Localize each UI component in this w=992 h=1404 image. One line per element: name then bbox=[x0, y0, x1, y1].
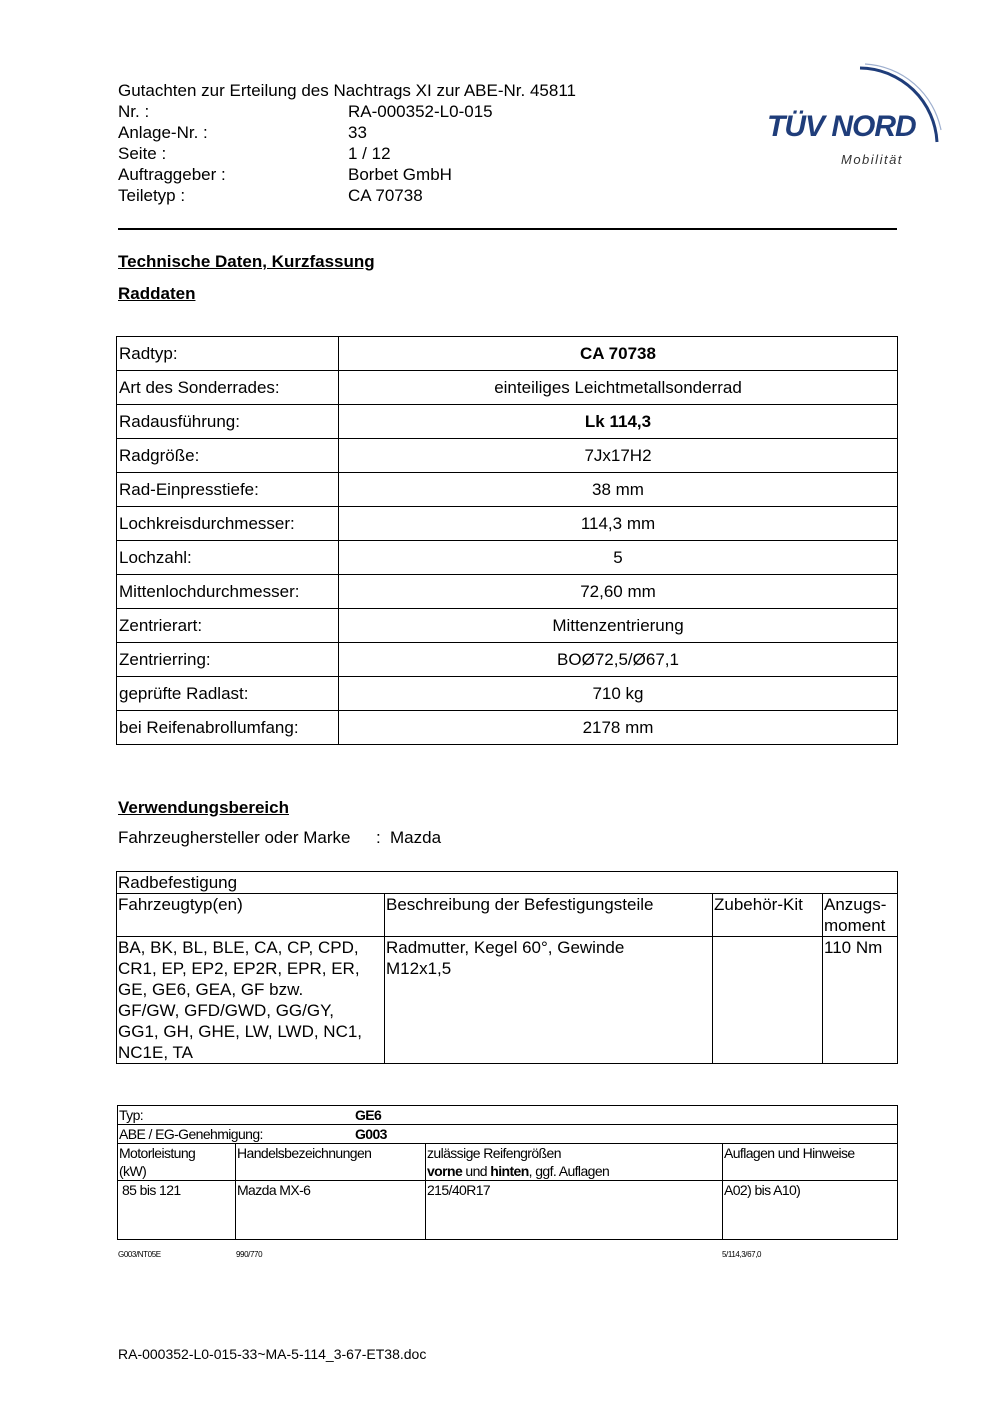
raddaten-row bbox=[117, 371, 898, 405]
raddaten-label: Radtyp: bbox=[117, 337, 339, 371]
section-subtitle: Raddaten bbox=[118, 284, 196, 303]
cell-line: GG1, GH, GHE, LW, LWD, NC1, bbox=[118, 1022, 363, 1041]
raddaten-row bbox=[117, 507, 898, 541]
raddaten-row bbox=[117, 439, 898, 473]
torque-cell: 110 Nm bbox=[823, 937, 898, 1064]
header-motorleistung-line: Motorleistung bbox=[119, 1145, 196, 1161]
auflagen-text: , ggf. Auflagen bbox=[528, 1163, 610, 1179]
raddaten-value: 114,3 mm bbox=[339, 507, 898, 541]
accessory-kit-cell bbox=[713, 937, 823, 1064]
cell-line: CR1, EP, EP2, EP2R, EPR, ER, bbox=[118, 959, 360, 978]
cell-line: GE, GE6, GEA, GF bzw. bbox=[118, 980, 304, 999]
abe-value: G003 bbox=[355, 1126, 387, 1142]
raddaten-label: Mittenlochdurchmesser: bbox=[117, 575, 339, 609]
header-field-row bbox=[118, 122, 576, 143]
raddaten-value: 38 mm bbox=[339, 473, 898, 507]
header-field-row bbox=[118, 143, 576, 164]
hinten-text: hinten bbox=[490, 1163, 529, 1179]
header-field-label: Auftraggeber : bbox=[118, 165, 226, 184]
raddaten-label: Rad-Einpresstiefe: bbox=[117, 473, 339, 507]
document-header bbox=[118, 80, 576, 206]
und-text: und bbox=[462, 1163, 491, 1179]
raddaten-label: Art des Sonderrades: bbox=[117, 371, 339, 405]
header-field-row bbox=[118, 185, 576, 206]
raddaten-value: 7Jx17H2 bbox=[339, 439, 898, 473]
manufacturer-label: Fahrzeughersteller oder Marke bbox=[118, 828, 351, 847]
header-reifengroessen-line2 bbox=[427, 1162, 721, 1180]
code-g003: G003/NT05E bbox=[118, 1250, 161, 1259]
raddaten-label: geprüfte Radlast: bbox=[117, 677, 339, 711]
header-field-label: Teiletyp : bbox=[118, 186, 186, 205]
header-anzugsmoment-line: moment bbox=[824, 916, 886, 935]
header-field-value: RA-000352-L0-015 bbox=[348, 102, 493, 121]
header-fields bbox=[118, 101, 576, 206]
footer-filename: RA-000352-L0-015-33~MA-5-114_3-67-ET38.doc bbox=[118, 1346, 427, 1362]
header-field-row bbox=[118, 164, 576, 185]
raddaten-value: Lk 114,3 bbox=[339, 405, 898, 439]
raddaten-label: Radausführung: bbox=[117, 405, 339, 439]
cell-line: M12x1,5 bbox=[386, 959, 452, 978]
raddaten-label: Radgröße: bbox=[117, 439, 339, 473]
section-title: Technische Daten, Kurzfassung bbox=[118, 252, 375, 271]
raddaten-label: bei Reifenabrollumfang: bbox=[117, 711, 339, 745]
raddaten-label: Lochkreisdurchmesser: bbox=[117, 507, 339, 541]
header-motorleistung bbox=[118, 1144, 236, 1181]
notes-cell: A02) bis A10) bbox=[723, 1181, 898, 1240]
header-field-label: Anlage-Nr. : bbox=[118, 123, 208, 142]
raddaten-value: einteiliges Leichtmetallsonderrad bbox=[339, 371, 898, 405]
cell-line: GF/GW, GFD/GWD, GG/GY, bbox=[118, 1001, 334, 1020]
header-handelsbezeichnungen: Handelsbezeichnungen bbox=[236, 1144, 426, 1181]
raddaten-row bbox=[117, 643, 898, 677]
header-field-value: Borbet GmbH bbox=[348, 165, 452, 184]
raddaten-label: Zentrierring: bbox=[117, 643, 339, 677]
raddaten-row bbox=[117, 677, 898, 711]
radbefestigung-caption: Radbefestigung bbox=[117, 872, 898, 894]
header-anzugsmoment-line: Anzugs- bbox=[824, 895, 887, 914]
cell-line: Radmutter, Kegel 60°, Gewinde bbox=[386, 938, 625, 957]
raddaten-value: Mittenzentrierung bbox=[339, 609, 898, 643]
raddaten-row bbox=[117, 541, 898, 575]
header-divider bbox=[118, 228, 897, 230]
manufacturer-line bbox=[118, 828, 441, 848]
header-field-label: Nr. : bbox=[118, 102, 150, 121]
vehicle-types-cell bbox=[117, 937, 385, 1064]
header-fahrzeugtyp: Fahrzeugtyp(en) bbox=[117, 894, 385, 937]
code-pcd: 5/114,3/67,0 bbox=[722, 1250, 762, 1259]
typ-value: GE6 bbox=[355, 1107, 382, 1123]
cell-line: BA, BK, BL, BLE, CA, CP, CPD, bbox=[118, 938, 359, 957]
header-zubehoer-kit: Zubehör-Kit bbox=[713, 894, 823, 937]
verwendung-title: Verwendungsbereich bbox=[118, 798, 289, 817]
header-field-value: CA 70738 bbox=[348, 186, 423, 205]
header-field-row bbox=[118, 101, 576, 122]
header-beschreibung: Beschreibung der Befestigungsteile bbox=[385, 894, 713, 937]
trade-name-cell: Mazda MX-6 bbox=[236, 1181, 426, 1240]
raddaten-value: CA 70738 bbox=[339, 337, 898, 371]
header-anzugsmoment bbox=[823, 894, 898, 937]
code-990: 990/770 bbox=[236, 1250, 263, 1259]
raddaten-value: BOØ72,5/Ø67,1 bbox=[339, 643, 898, 677]
vorne-text: vorne bbox=[427, 1163, 463, 1179]
cell-line: NC1E, TA bbox=[118, 1043, 193, 1062]
radbefestigung-table bbox=[116, 871, 898, 1064]
tuv-nord-logo bbox=[765, 60, 943, 172]
raddaten-value: 710 kg bbox=[339, 677, 898, 711]
header-reifengroessen bbox=[426, 1144, 723, 1181]
raddaten-row bbox=[117, 337, 898, 371]
header-field-value: 1 / 12 bbox=[348, 144, 391, 163]
typ-label: Typ: bbox=[119, 1107, 144, 1123]
abe-row bbox=[118, 1125, 898, 1144]
raddaten-label: Lochzahl: bbox=[117, 541, 339, 575]
power-cell: 85 bis 121 bbox=[118, 1181, 236, 1240]
raddaten-label: Zentrierart: bbox=[117, 609, 339, 643]
typ-table bbox=[117, 1105, 898, 1240]
raddaten-value: 72,60 mm bbox=[339, 575, 898, 609]
raddaten-row bbox=[117, 575, 898, 609]
raddaten-value: 2178 mm bbox=[339, 711, 898, 745]
header-field-label: Seite : bbox=[118, 144, 167, 163]
header-auflagen-hinweise: Auflagen und Hinweise bbox=[723, 1144, 898, 1181]
fastening-description-cell bbox=[385, 937, 713, 1064]
raddaten-row bbox=[117, 711, 898, 745]
raddaten-row bbox=[117, 473, 898, 507]
typ-row bbox=[118, 1106, 898, 1125]
manufacturer-value: Mazda bbox=[390, 828, 442, 847]
header-field-value: 33 bbox=[348, 123, 367, 142]
raddaten-value: 5 bbox=[339, 541, 898, 575]
logo-wordmark: TÜV NORD bbox=[767, 110, 916, 143]
header-title: Gutachten zur Erteilung des Nachtrags XI zur ABE-Nr. 45811 bbox=[118, 81, 576, 100]
raddaten-row bbox=[117, 609, 898, 643]
raddaten-table bbox=[116, 336, 898, 745]
header-reifengroessen-line1: zulässige Reifengrößen bbox=[427, 1145, 561, 1161]
raddaten-row bbox=[117, 405, 898, 439]
abe-label: ABE / EG-Genehmigung: bbox=[119, 1126, 263, 1142]
header-motorleistung-line: (kW) bbox=[119, 1163, 147, 1179]
logo-subtitle: Mobilität bbox=[841, 152, 903, 167]
tyre-size-cell: 215/40R17 bbox=[426, 1181, 723, 1240]
manufacturer-separator: : bbox=[376, 828, 381, 847]
